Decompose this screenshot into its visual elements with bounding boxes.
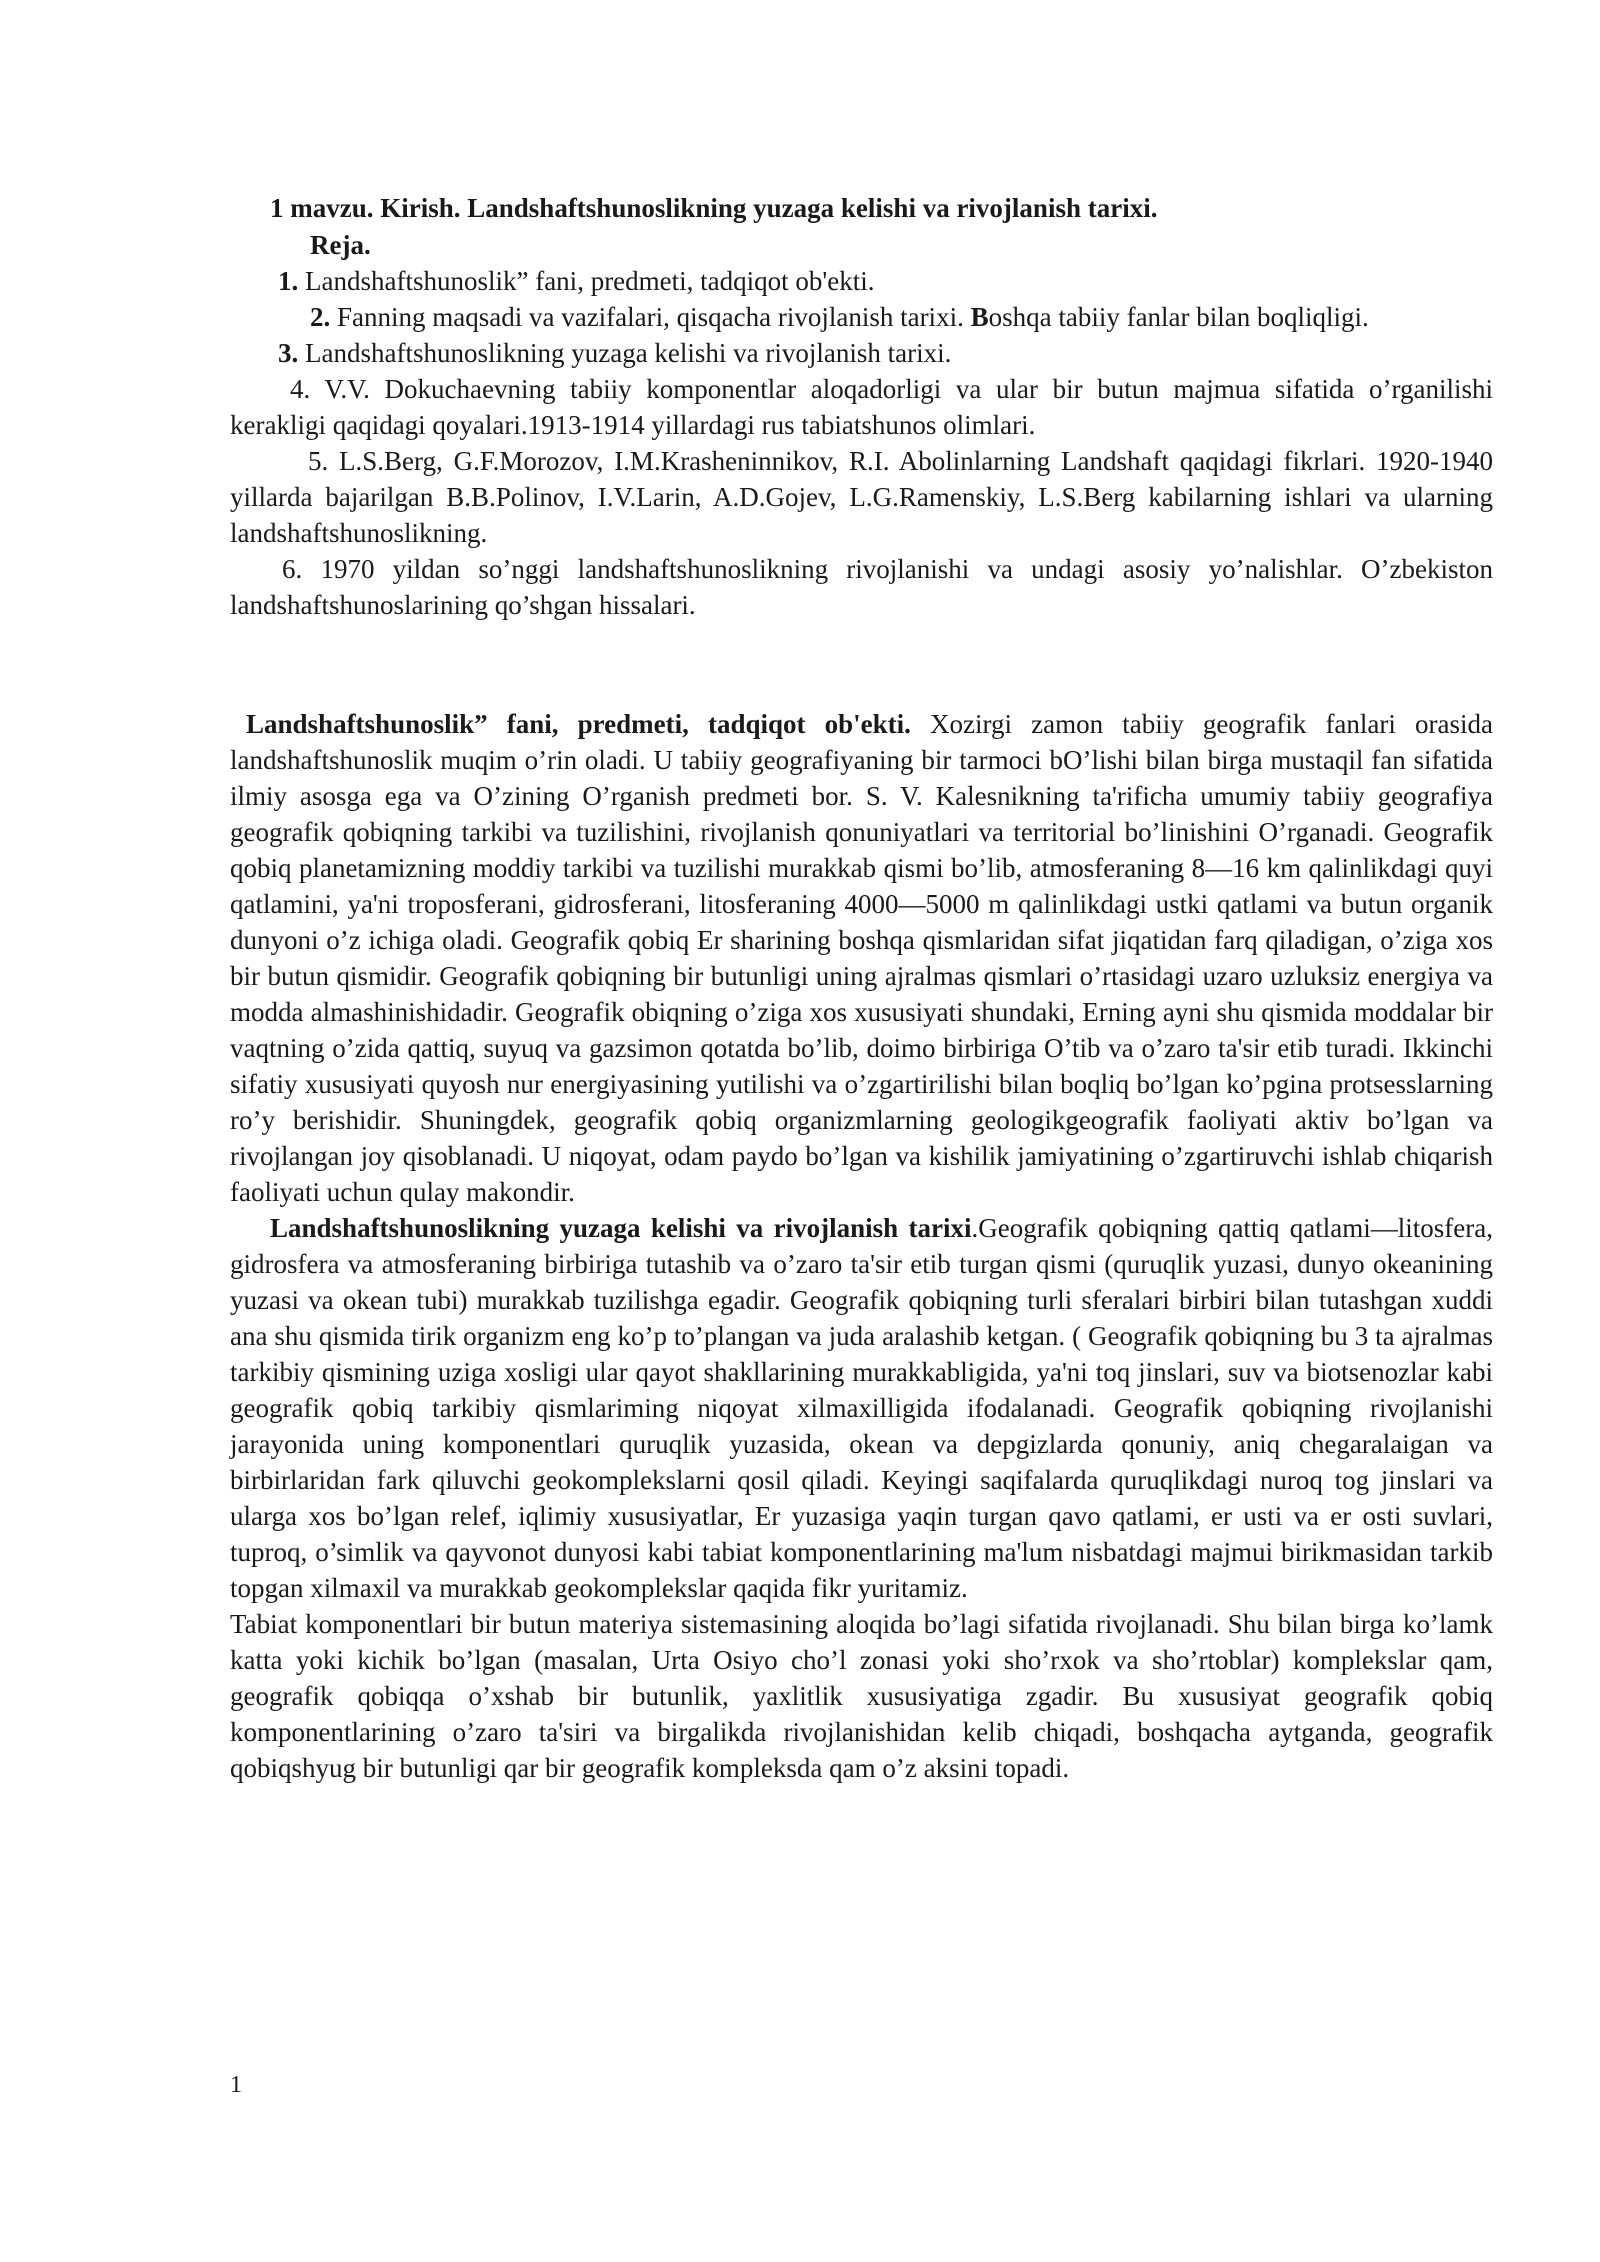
plan-item-text: Landshaftshunoslikning yuzaga kelishi va rivojlanish tarixi. <box>298 338 952 368</box>
page-title: 1 mavzu. Kirish. Landshaftshunoslikning yuzaga kelishi va rivojlanish tarixi. <box>270 193 1158 223</box>
plan-heading: Reja. <box>310 230 371 260</box>
plan-item-6 <box>230 551 1493 623</box>
plan-item-text: V.V. Dokuchaevning tabiiy komponentlar aloqadorligi va ular bir butun majmua sifatida o’rganilishi kerakligi qaqidagi qoyalari.1913-1914 yillardagi rus tabiatshunos olimlari. <box>230 374 1493 440</box>
section-2-heading: Landshaftshunoslikning yuzaga kelishi va rivojlanish tarixi <box>270 1213 972 1243</box>
page-number: 1 <box>230 2072 242 2098</box>
plan-item-2 <box>230 299 1493 335</box>
plan-item-text: 1970 yildan so’nggi landshaftshunoslikning rivojlanishi va undagi asosiy yo’nalishlar. O’zbekiston landshaftshunoslarining qo’shgan hissalari. <box>230 554 1493 620</box>
plan-item-number: 1. <box>278 266 299 296</box>
plan-item-text: Landshaftshunoslik” fani, predmeti, tadqiqot ob'ekti. <box>298 266 875 296</box>
plan-item-3 <box>230 335 1493 371</box>
plan-item-number: 6. <box>282 554 303 584</box>
plan-item-5 <box>230 443 1493 551</box>
section-1-body: Xozirgi zamon tabiiy geografik fanlari orasida landshaftshunoslik muqim o’rin oladi. U tabiiy geografiyaning bir tarmoci bO’lishi bilan birga mustaqil fan sifatida ilmiy asosga ega va O’zining O’rganish predmeti bor. S. V. Kalesnikning ta'rificha umumiy tabiiy geografiya geografik qobiqning tarkibi va tuzilishini, rivojlanish qonuniyatlari va territorial bo’linishini O’rganadi. Geografik qobiq planetamizning moddiy tarkibi va tuzilishi murakkab qismi bo’lib, atmosferaning 8—16 km qalinlikdagi quyi qatlamini, ya'ni troposferani, gidrosferani, litosferaning 4000—5000 m qalinlikdagi ustki qatlami va butun organik dunyoni o’z ichiga oladi. Geografik qobiq Er sharining boshqa qismlaridan sifat jiqatidan farq qiladigan, o’ziga xos bir butun qismidir. Geografik qobiqning bir butunligi uning ajralmas qismlari o’rtasidagi uzaro uzluksiz energiya va modda almashinishidadir. Geografik obiqning o’ziga xos xususiyati shundaki, Erning ayni shu qismida moddalar bir vaqtning o’zida qattiq, suyuq va gazsimon qotatda bo’lib, doimo birbiriga O’tib va o’zaro ta'sir etib turadi. Ikkinchi sifatiy xususiyati quyosh nur energiyasining yutilishi va o’zgartirilishi bilan boqliq bo’lgan ko’pgina protsesslarning ro’y berishidir. Shuningdek, geografik qobiq organizmlarning geologikgeografik faoliyati aktiv bo’lgan va rivojlangan joy qisoblanadi. U niqoyat, odam paydo bo’lgan va kishilik jamiyatining o’zgartiruvchi ishlab chiqarish faoliyati uchun qulay makondir. <box>230 709 1493 1207</box>
section-2-body: .Geografik qobiqning qattiq qatlami—litosfera, gidrosfera va atmosferaning birbiriga tutashib va o’zaro ta'sir etib turgan qismi (quruqlik yuzasi, dunyo okeanining yuzasi va okean tubi) murakkab tuzilishga egadir. Geografik qobiqning turli sferalari birbiri bilan tutashgan xuddi ana shu qismida tirik organizm eng ko’p to’plangan va juda aralashib ketgan. ( Geografik qobiqning bu 3 ta ajralmas tarkibiy qismining uziga xosligi ular qayot shakllarining murakkabligida, ya'ni toq jinslari, suv va biotsenozlar kabi geografik qobiq tarkibiy qismlariming niqoyat xilmaxilligida ifodalanadi. Geografik qobiqning rivojlanishi jarayonida uning komponentlari quruqlik yuzasida, okean va depgizlarda qonuniy, aniq chegaralaigan va birbirlaridan fark qiluvchi geokomplekslarni qosil qiladi. Keyingi saqifalarda quruqlikdagi nuroq tog jinslari va ularga xos bo’lgan relef, iqlimiy xususiyatlar, Er yuzasiga yaqin turgan qavo qatlami, er usti va er osti suvlari, tuproq, o’simlik va qayvonot dunyosi kabi tabiat komponentlarining ma'lum nisbatdagi majmui birikmasidan tarkib topgan xilmaxil va murakkab geokomplekslar qaqida fikr yuritamiz. <box>230 1213 1493 1603</box>
plan-item-1 <box>230 263 1493 299</box>
plan-item-text-rest: oshqa tabiiy fanlar bilan boqliqligi. <box>988 302 1369 332</box>
plan-item-number: 4. <box>290 374 311 404</box>
title-block <box>230 190 1493 226</box>
plan-item-number: 2. <box>310 302 331 332</box>
body-block <box>230 706 1493 1786</box>
section-1-heading: Landshaftshunoslik” fani, predmeti, tadqiqot ob'ekti. <box>246 709 911 739</box>
section-1-paragraph <box>230 706 1493 1210</box>
plan-item-text: L.S.Berg, G.F.Morozov, I.M.Krasheninnikov, R.I. Abolinlarning Landshaft qaqidagi fikrlari. 1920-1940 yillarda bajarilgan B.B.Polinov, I.V.Larin, A.D.Gojev, L.G.Ramenskiy, L.S.Berg kabilarning ishlari va ularning landshaftshunoslikning. <box>230 446 1493 548</box>
plan-item-number: 5. <box>308 446 329 476</box>
section-2-paragraph <box>230 1210 1493 1606</box>
plan-item-bold-letter: B <box>970 302 989 332</box>
paragraph-3: Tabiat komponentlari bir butun materiya sistemasining aloqida bo’lagi sifatida rivojlanadi. Shu bilan birga ko’lamk katta yoki kichik bo’lgan (masalan, Urta Osiyo cho’l zonasi yoki sho’rxok va sho’rtoblar) komplekslar qam, geografik qobiqqa o’xshab bir butunlik, yaxlitlik xususiyatiga zgadir. Bu xususiyat geografik qobiq komponentlarining o’zaro ta'siri va birgalikda rivojlanishidan kelib chiqadi, boshqacha aytganda, geografik qobiqshyug bir butunligi qar bir geografik kompleksda qam o’z aksini topadi. <box>230 1609 1493 1783</box>
plan-block <box>230 227 1493 623</box>
plan-item-number: 3. <box>278 338 299 368</box>
plan-item-text: Fanning maqsadi va vazifalari, qisqacha rivojlanish tarixi. <box>330 302 971 332</box>
plan-item-4 <box>230 371 1493 443</box>
